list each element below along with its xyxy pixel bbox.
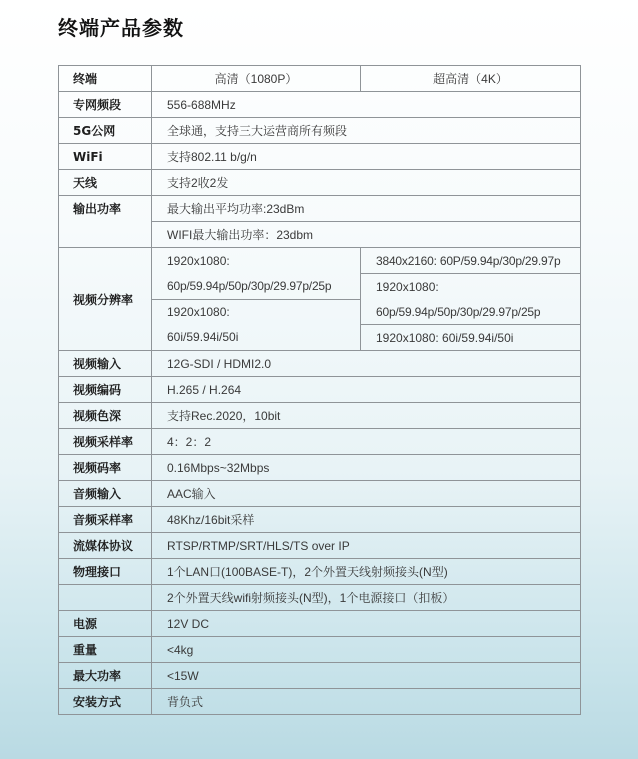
resolution-uhd-1: 3840x2160: 60P/59.94p/30p/29.97p — [361, 248, 581, 274]
table-row-resolution — [59, 248, 581, 274]
table-row-psu — [59, 611, 581, 637]
table-row-audio-rate — [59, 507, 581, 533]
resolution-hd-1b: 60p/59.94p/50p/30p/29.97p/25p — [152, 274, 361, 300]
row-value: 背负式 — [152, 689, 581, 715]
table-row-codec — [59, 377, 581, 403]
table-row-weight — [59, 637, 581, 663]
resolution-hd-2b: 60i/59.94i/50i — [152, 325, 361, 351]
row-label: 安装方式 — [59, 689, 152, 715]
row-label: 5G公网 — [59, 118, 152, 144]
row-value: H.265 / H.264 — [152, 377, 581, 403]
table-row-power-out-wifi — [59, 222, 581, 248]
row-value: 支持802.11 b/g/n — [152, 144, 581, 170]
table-row-power-out — [59, 196, 581, 222]
row-label: 天线 — [59, 170, 152, 196]
spec-table — [58, 65, 581, 715]
table-row-color — [59, 403, 581, 429]
row-label: 视频码率 — [59, 455, 152, 481]
row-label-terminal: 终端 — [59, 66, 152, 92]
row-label: 视频分辨率 — [59, 248, 152, 351]
row-label: 视频采样率 — [59, 429, 152, 455]
table-row-antenna — [59, 170, 581, 196]
table-row-wifi — [59, 144, 581, 170]
table-row-mount — [59, 689, 581, 715]
row-label: 物理接口 — [59, 559, 152, 585]
table-row-stream — [59, 533, 581, 559]
table-row-max-power — [59, 663, 581, 689]
resolution-hd-2a: 1920x1080: — [152, 299, 361, 325]
row-label: 电源 — [59, 611, 152, 637]
page-title: 终端产品参数 — [58, 16, 184, 40]
column-header-hd: 高清（1080P） — [152, 66, 361, 92]
table-row-band — [59, 92, 581, 118]
table-row-bitrate — [59, 455, 581, 481]
row-value: AAC输入 — [152, 481, 581, 507]
row-value: 12G-SDI / HDMI2.0 — [152, 351, 581, 377]
row-value: WIFI最大输出功率：23dbm — [152, 222, 581, 248]
row-value: RTSP/RTMP/SRT/HLS/TS over IP — [152, 533, 581, 559]
row-value: 12V DC — [152, 611, 581, 637]
table-row-sampling — [59, 429, 581, 455]
row-label: 最大功率 — [59, 663, 152, 689]
row-value: 最大输出平均功率:23dBm — [152, 196, 581, 222]
row-value: 支持Rec.2020，10bit — [152, 403, 581, 429]
resolution-uhd-2a: 1920x1080: — [361, 274, 581, 300]
row-value: <15W — [152, 663, 581, 689]
resolution-uhd-3: 1920x1080: 60i/59.94i/50i — [361, 325, 581, 351]
row-value: 2个外置天线wifi射频接头(N型)，1个电源接口（扣板） — [152, 585, 581, 611]
row-value: 4：2：2 — [152, 429, 581, 455]
column-header-uhd: 超高清（4K） — [361, 66, 581, 92]
table-row-audio-in — [59, 481, 581, 507]
row-value: 全球通，支持三大运营商所有频段 — [152, 118, 581, 144]
row-label: 流媒体协议 — [59, 533, 152, 559]
row-value: 0.16Mbps~32Mbps — [152, 455, 581, 481]
row-value: 48Khz/16bit采样 — [152, 507, 581, 533]
row-label: 音频输入 — [59, 481, 152, 507]
row-label: 专网频段 — [59, 92, 152, 118]
row-label: 输出功率 — [59, 196, 152, 222]
row-label: WiFi — [59, 144, 152, 170]
resolution-hd-1a: 1920x1080: — [152, 248, 361, 274]
row-label: 音频采样率 — [59, 507, 152, 533]
row-label: 视频编码 — [59, 377, 152, 403]
row-value: 556-688MHz — [152, 92, 581, 118]
table-row-header — [59, 66, 581, 92]
row-label-empty — [59, 585, 152, 611]
row-value: 1个LAN口(100BASE-T)，2个外置天线射频接头(N型) — [152, 559, 581, 585]
table-row-5g — [59, 118, 581, 144]
row-value: <4kg — [152, 637, 581, 663]
row-value: 支持2收2发 — [152, 170, 581, 196]
row-label: 视频色深 — [59, 403, 152, 429]
row-label-empty — [59, 222, 152, 248]
row-label: 重量 — [59, 637, 152, 663]
resolution-uhd-2b: 60p/59.94p/50p/30p/29.97p/25p — [361, 299, 581, 325]
table-row-ports-2 — [59, 585, 581, 611]
table-row-video-in — [59, 351, 581, 377]
table-row-ports — [59, 559, 581, 585]
row-label: 视频输入 — [59, 351, 152, 377]
